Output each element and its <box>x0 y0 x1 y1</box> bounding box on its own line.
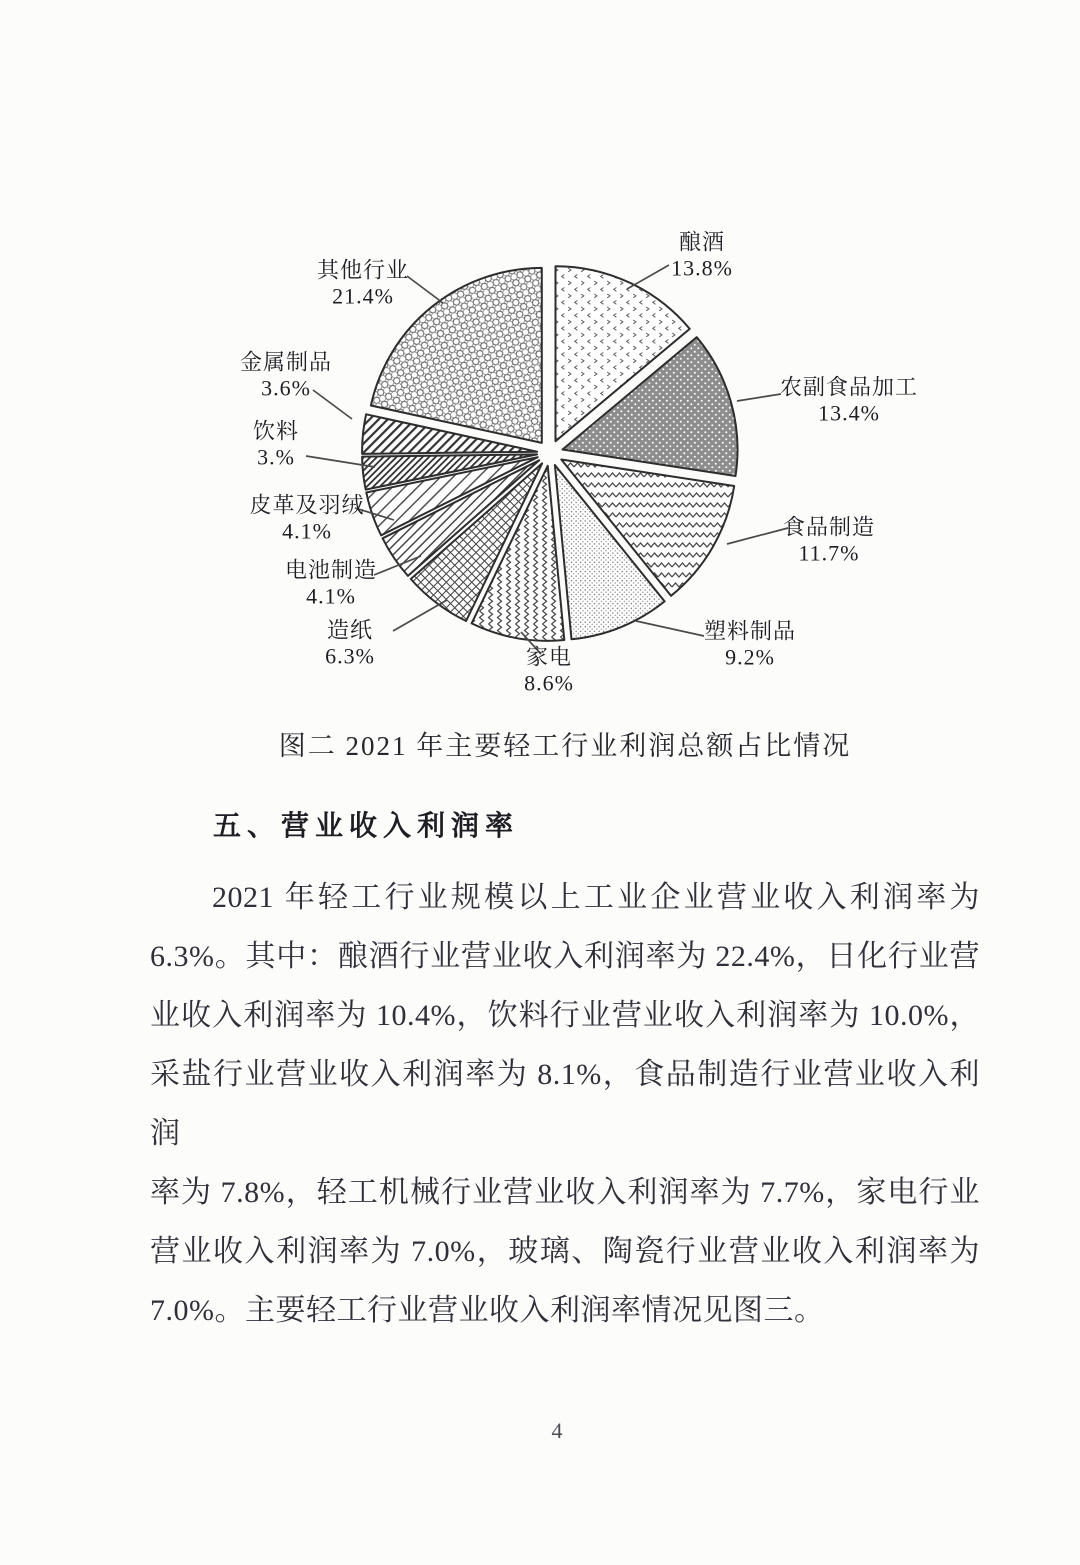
leader-line <box>636 621 704 636</box>
slice-pct: 13.4% <box>818 400 880 426</box>
pie-slices-group <box>362 266 737 641</box>
leader-line <box>393 600 447 631</box>
figure-caption: 图二 2021 年主要轻工行业利润总额占比情况 <box>278 731 852 761</box>
slice-label: 家电 <box>525 644 573 670</box>
body-paragraph <box>150 868 980 1340</box>
slice-pct: 11.7% <box>798 540 860 566</box>
slice-label: 皮革及羽绒 <box>249 492 365 518</box>
slice-label: 其他行业 <box>316 257 410 283</box>
paragraph-line: 7.0%。主要轻工行业营业收入利润率情况见图三。 <box>150 1294 825 1327</box>
paragraph-line: 业收入利润率为 10.4%，饮料行业营业收入利润率为 10.0%， <box>150 999 980 1032</box>
paragraph-line: 率为 7.8%，轻工机械行业营业收入利润率为 7.7%，家电行业 <box>150 1176 980 1209</box>
slice-pct: 21.4% <box>332 283 394 309</box>
pie-chart <box>0 0 1080 730</box>
leader-line <box>737 394 781 401</box>
slice-label: 食品制造 <box>782 514 876 540</box>
slice-pct: 6.3% <box>325 643 375 669</box>
paragraph-line: 采盐行业营业收入利润率为 8.1%，食品制造行业营业收入利润 <box>150 1058 980 1150</box>
paragraph-line: 营业收入利润率为 7.0%，玻璃、陶瓷行业营业收入利润率为 <box>150 1235 980 1268</box>
leader-line <box>727 528 788 544</box>
slice-label: 金属制品 <box>239 349 333 375</box>
slice-pct: 3.6% <box>261 375 311 401</box>
section-heading: 五、营业收入利润率 <box>213 810 520 841</box>
slice-pct: 13.8% <box>671 255 733 281</box>
slice-pct: 4.1% <box>306 583 356 609</box>
leader-line <box>627 265 669 289</box>
slice-label: 电池制造 <box>284 557 378 583</box>
pie-chart-figure <box>0 0 1080 730</box>
slice-pct: 3.% <box>257 444 295 470</box>
slice-label: 酿酒 <box>678 229 726 255</box>
slice-label: 造纸 <box>326 617 374 643</box>
slice-label: 饮料 <box>252 418 300 444</box>
leader-line <box>313 390 352 419</box>
page-number: 4 <box>551 1418 563 1443</box>
slice-pct: 8.6% <box>524 670 574 696</box>
slice-label: 塑料制品 <box>703 618 797 644</box>
leader-line <box>407 276 443 303</box>
paragraph-line: 2021 年轻工行业规模以上工业企业营业收入利润率为 <box>212 881 980 914</box>
paragraph-line: 6.3%。其中：酿酒行业营业收入利润率为 22.4%，日化行业营 <box>150 940 980 973</box>
slice-pct: 9.2% <box>725 644 775 670</box>
pie-slice-weave <box>371 268 542 443</box>
slice-label: 农副食品加工 <box>779 374 919 400</box>
slice-pct: 4.1% <box>282 518 332 544</box>
